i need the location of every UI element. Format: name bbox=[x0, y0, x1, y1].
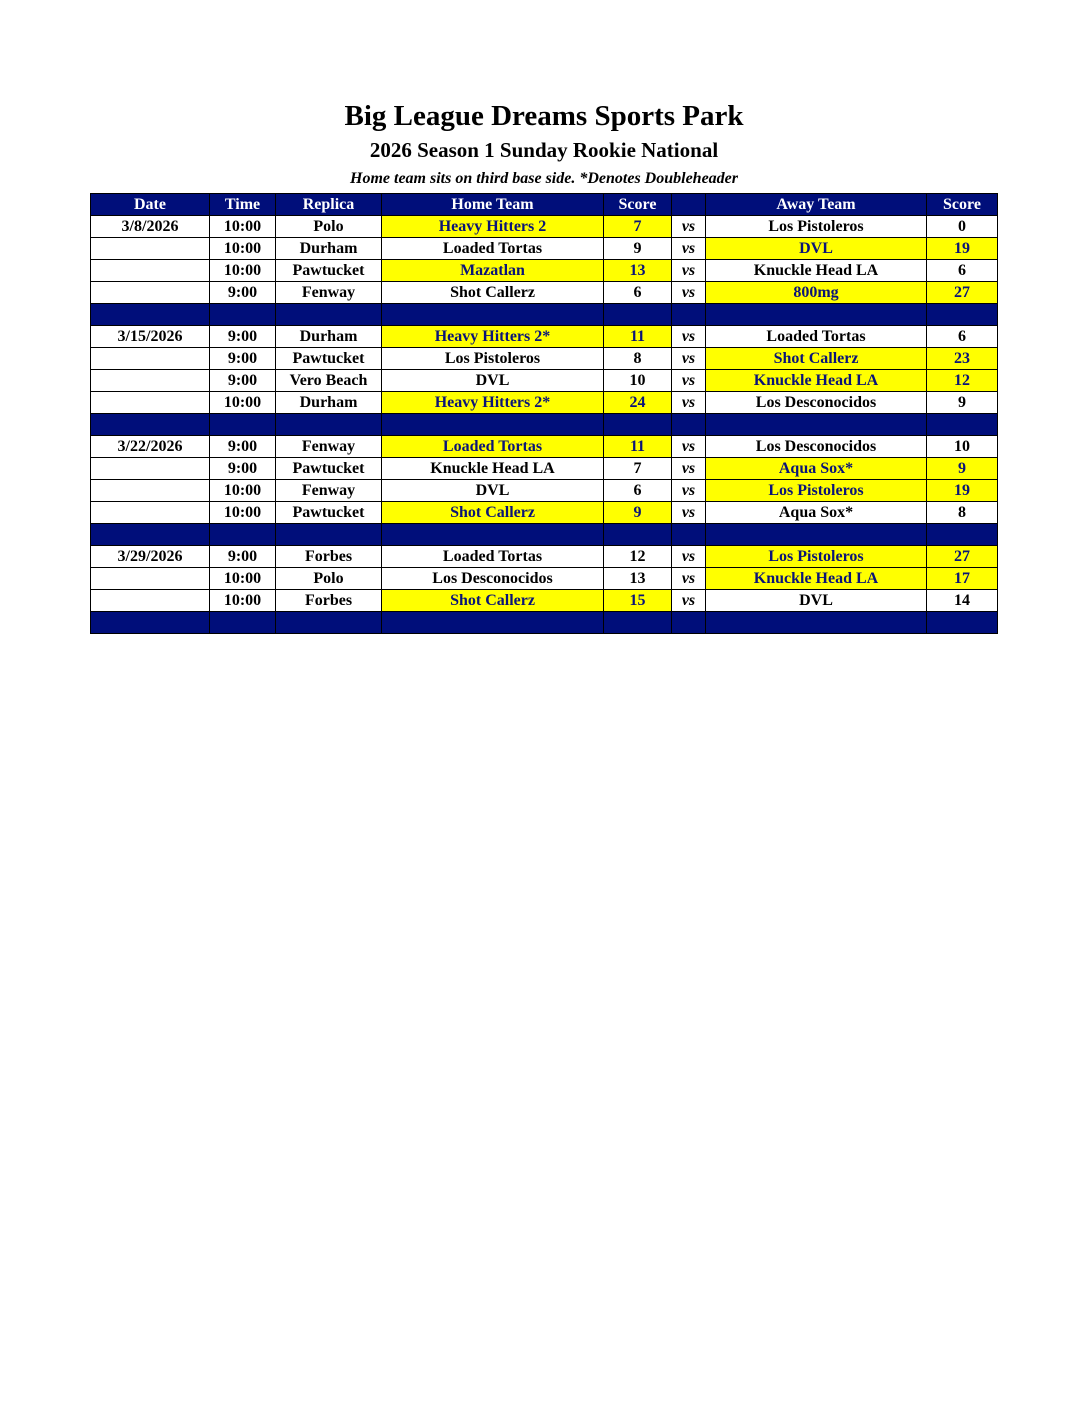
separator-cell bbox=[927, 304, 998, 326]
week-separator-row bbox=[91, 304, 998, 326]
game-row bbox=[91, 238, 998, 260]
separator-cell bbox=[382, 524, 604, 546]
away-team: Aqua Sox* bbox=[706, 458, 927, 480]
away-score: 14 bbox=[927, 590, 998, 612]
game-time: 9:00 bbox=[210, 436, 276, 458]
home-score: 15 bbox=[604, 590, 672, 612]
game-time: 9:00 bbox=[210, 348, 276, 370]
game-row bbox=[91, 326, 998, 348]
home-team: Shot Callerz bbox=[382, 502, 604, 524]
home-score: 11 bbox=[604, 436, 672, 458]
schedule-body bbox=[91, 216, 998, 634]
week-separator-row bbox=[91, 524, 998, 546]
game-date bbox=[91, 238, 210, 260]
home-score: 11 bbox=[604, 326, 672, 348]
away-score: 6 bbox=[927, 326, 998, 348]
separator-cell bbox=[604, 612, 672, 634]
page-title: Big League Dreams Sports Park bbox=[344, 100, 744, 132]
away-score: 8 bbox=[927, 502, 998, 524]
game-date bbox=[91, 282, 210, 304]
game-replica: Pawtucket bbox=[276, 260, 382, 282]
away-score: 19 bbox=[927, 480, 998, 502]
game-replica: Polo bbox=[276, 216, 382, 238]
home-team: Heavy Hitters 2* bbox=[382, 392, 604, 414]
separator-cell bbox=[672, 612, 706, 634]
schedule-table bbox=[90, 193, 998, 634]
separator-cell bbox=[382, 612, 604, 634]
game-date bbox=[91, 590, 210, 612]
away-team: Aqua Sox* bbox=[706, 502, 927, 524]
page-subtitle: 2026 Season 1 Sunday Rookie National bbox=[369, 138, 719, 162]
game-replica: Fenway bbox=[276, 480, 382, 502]
game-time: 9:00 bbox=[210, 546, 276, 568]
away-score: 27 bbox=[927, 546, 998, 568]
home-team: DVL bbox=[382, 370, 604, 392]
home-team: DVL bbox=[382, 480, 604, 502]
away-score: 12 bbox=[927, 370, 998, 392]
col-header-home-score: Score bbox=[604, 194, 672, 216]
separator-cell bbox=[276, 414, 382, 436]
away-score: 23 bbox=[927, 348, 998, 370]
game-time: 10:00 bbox=[210, 502, 276, 524]
game-replica: Durham bbox=[276, 326, 382, 348]
col-header-replica: Replica bbox=[276, 194, 382, 216]
vs-label: vs bbox=[672, 238, 706, 260]
separator-cell bbox=[210, 524, 276, 546]
game-replica: Fenway bbox=[276, 282, 382, 304]
away-team: Los Pistoleros bbox=[706, 480, 927, 502]
game-time: 10:00 bbox=[210, 590, 276, 612]
game-replica: Pawtucket bbox=[276, 348, 382, 370]
away-team: Loaded Tortas bbox=[706, 326, 927, 348]
game-row bbox=[91, 546, 998, 568]
week-separator-row bbox=[91, 612, 998, 634]
separator-cell bbox=[91, 524, 210, 546]
away-team: Shot Callerz bbox=[706, 348, 927, 370]
vs-label: vs bbox=[672, 348, 706, 370]
home-score: 13 bbox=[604, 260, 672, 282]
game-time: 9:00 bbox=[210, 458, 276, 480]
week-separator-row bbox=[91, 414, 998, 436]
game-replica: Forbes bbox=[276, 546, 382, 568]
game-row bbox=[91, 282, 998, 304]
home-team: Shot Callerz bbox=[382, 590, 604, 612]
home-score: 7 bbox=[604, 458, 672, 480]
game-replica: Durham bbox=[276, 392, 382, 414]
game-time: 10:00 bbox=[210, 480, 276, 502]
game-time: 9:00 bbox=[210, 326, 276, 348]
away-team: Knuckle Head LA bbox=[706, 568, 927, 590]
game-row bbox=[91, 370, 998, 392]
game-row bbox=[91, 590, 998, 612]
home-score: 9 bbox=[604, 238, 672, 260]
col-header-vs bbox=[672, 194, 706, 216]
separator-cell bbox=[276, 304, 382, 326]
separator-cell bbox=[210, 304, 276, 326]
away-team: Knuckle Head LA bbox=[706, 370, 927, 392]
home-score: 13 bbox=[604, 568, 672, 590]
separator-cell bbox=[927, 524, 998, 546]
game-replica: Pawtucket bbox=[276, 502, 382, 524]
home-team: Heavy Hitters 2* bbox=[382, 326, 604, 348]
away-team: Knuckle Head LA bbox=[706, 260, 927, 282]
game-time: 10:00 bbox=[210, 216, 276, 238]
away-team: 800mg bbox=[706, 282, 927, 304]
game-date: 3/22/2026 bbox=[91, 436, 210, 458]
away-team: DVL bbox=[706, 590, 927, 612]
vs-label: vs bbox=[672, 282, 706, 304]
game-replica: Polo bbox=[276, 568, 382, 590]
separator-cell bbox=[706, 612, 927, 634]
game-date bbox=[91, 568, 210, 590]
separator-cell bbox=[604, 414, 672, 436]
separator-cell bbox=[672, 304, 706, 326]
game-row bbox=[91, 392, 998, 414]
game-replica: Pawtucket bbox=[276, 458, 382, 480]
game-date bbox=[91, 458, 210, 480]
vs-label: vs bbox=[672, 436, 706, 458]
game-date: 3/15/2026 bbox=[91, 326, 210, 348]
home-team: Shot Callerz bbox=[382, 282, 604, 304]
col-header-away-score: Score bbox=[927, 194, 998, 216]
game-replica: Vero Beach bbox=[276, 370, 382, 392]
game-replica: Forbes bbox=[276, 590, 382, 612]
away-score: 17 bbox=[927, 568, 998, 590]
game-date: 3/8/2026 bbox=[91, 216, 210, 238]
game-time: 10:00 bbox=[210, 392, 276, 414]
col-header-time: Time bbox=[210, 194, 276, 216]
separator-cell bbox=[91, 304, 210, 326]
separator-cell bbox=[276, 612, 382, 634]
game-date bbox=[91, 392, 210, 414]
game-row bbox=[91, 260, 998, 282]
vs-label: vs bbox=[672, 392, 706, 414]
home-team: Loaded Tortas bbox=[382, 436, 604, 458]
separator-cell bbox=[604, 304, 672, 326]
vs-label: vs bbox=[672, 458, 706, 480]
schedule-note: Home team sits on third base side. *Denotes Doubleheader bbox=[350, 170, 738, 187]
away-score: 19 bbox=[927, 238, 998, 260]
away-team: Los Desconocidos bbox=[706, 436, 927, 458]
header-row bbox=[91, 194, 998, 216]
vs-label: vs bbox=[672, 260, 706, 282]
vs-label: vs bbox=[672, 370, 706, 392]
vs-label: vs bbox=[672, 546, 706, 568]
game-time: 10:00 bbox=[210, 568, 276, 590]
game-row bbox=[91, 480, 998, 502]
home-score: 10 bbox=[604, 370, 672, 392]
home-team: Mazatlan bbox=[382, 260, 604, 282]
game-time: 10:00 bbox=[210, 238, 276, 260]
home-score: 8 bbox=[604, 348, 672, 370]
separator-cell bbox=[672, 414, 706, 436]
home-score: 6 bbox=[604, 282, 672, 304]
separator-cell bbox=[706, 414, 927, 436]
separator-cell bbox=[672, 524, 706, 546]
home-team: Loaded Tortas bbox=[382, 546, 604, 568]
away-score: 6 bbox=[927, 260, 998, 282]
separator-cell bbox=[91, 414, 210, 436]
vs-label: vs bbox=[672, 502, 706, 524]
away-team: DVL bbox=[706, 238, 927, 260]
game-row bbox=[91, 216, 998, 238]
game-date bbox=[91, 370, 210, 392]
away-score: 27 bbox=[927, 282, 998, 304]
away-team: Los Desconocidos bbox=[706, 392, 927, 414]
separator-cell bbox=[91, 612, 210, 634]
home-team: Los Pistoleros bbox=[382, 348, 604, 370]
separator-cell bbox=[706, 304, 927, 326]
game-row bbox=[91, 436, 998, 458]
vs-label: vs bbox=[672, 216, 706, 238]
col-header-away-team: Away Team bbox=[706, 194, 927, 216]
separator-cell bbox=[706, 524, 927, 546]
separator-cell bbox=[210, 414, 276, 436]
separator-cell bbox=[604, 524, 672, 546]
away-team: Los Pistoleros bbox=[706, 216, 927, 238]
game-row bbox=[91, 458, 998, 480]
game-row bbox=[91, 502, 998, 524]
home-score: 9 bbox=[604, 502, 672, 524]
home-score: 24 bbox=[604, 392, 672, 414]
away-score: 10 bbox=[927, 436, 998, 458]
separator-cell bbox=[927, 414, 998, 436]
col-header-home-team: Home Team bbox=[382, 194, 604, 216]
separator-cell bbox=[210, 612, 276, 634]
game-row bbox=[91, 348, 998, 370]
separator-cell bbox=[382, 304, 604, 326]
home-team: Los Desconocidos bbox=[382, 568, 604, 590]
col-header-date: Date bbox=[91, 194, 210, 216]
game-date bbox=[91, 502, 210, 524]
game-date bbox=[91, 348, 210, 370]
separator-cell bbox=[276, 524, 382, 546]
game-date bbox=[91, 480, 210, 502]
game-replica: Fenway bbox=[276, 436, 382, 458]
away-score: 9 bbox=[927, 458, 998, 480]
vs-label: vs bbox=[672, 480, 706, 502]
game-time: 9:00 bbox=[210, 370, 276, 392]
away-score: 9 bbox=[927, 392, 998, 414]
away-score: 0 bbox=[927, 216, 998, 238]
separator-cell bbox=[382, 414, 604, 436]
home-team: Heavy Hitters 2 bbox=[382, 216, 604, 238]
vs-label: vs bbox=[672, 568, 706, 590]
game-time: 10:00 bbox=[210, 260, 276, 282]
separator-cell bbox=[927, 612, 998, 634]
home-score: 7 bbox=[604, 216, 672, 238]
vs-label: vs bbox=[672, 326, 706, 348]
game-replica: Durham bbox=[276, 238, 382, 260]
away-team: Los Pistoleros bbox=[706, 546, 927, 568]
game-row bbox=[91, 568, 998, 590]
game-time: 9:00 bbox=[210, 282, 276, 304]
home-team: Knuckle Head LA bbox=[382, 458, 604, 480]
vs-label: vs bbox=[672, 590, 706, 612]
game-date bbox=[91, 260, 210, 282]
home-score: 12 bbox=[604, 546, 672, 568]
home-score: 6 bbox=[604, 480, 672, 502]
home-team: Loaded Tortas bbox=[382, 238, 604, 260]
game-date: 3/29/2026 bbox=[91, 546, 210, 568]
